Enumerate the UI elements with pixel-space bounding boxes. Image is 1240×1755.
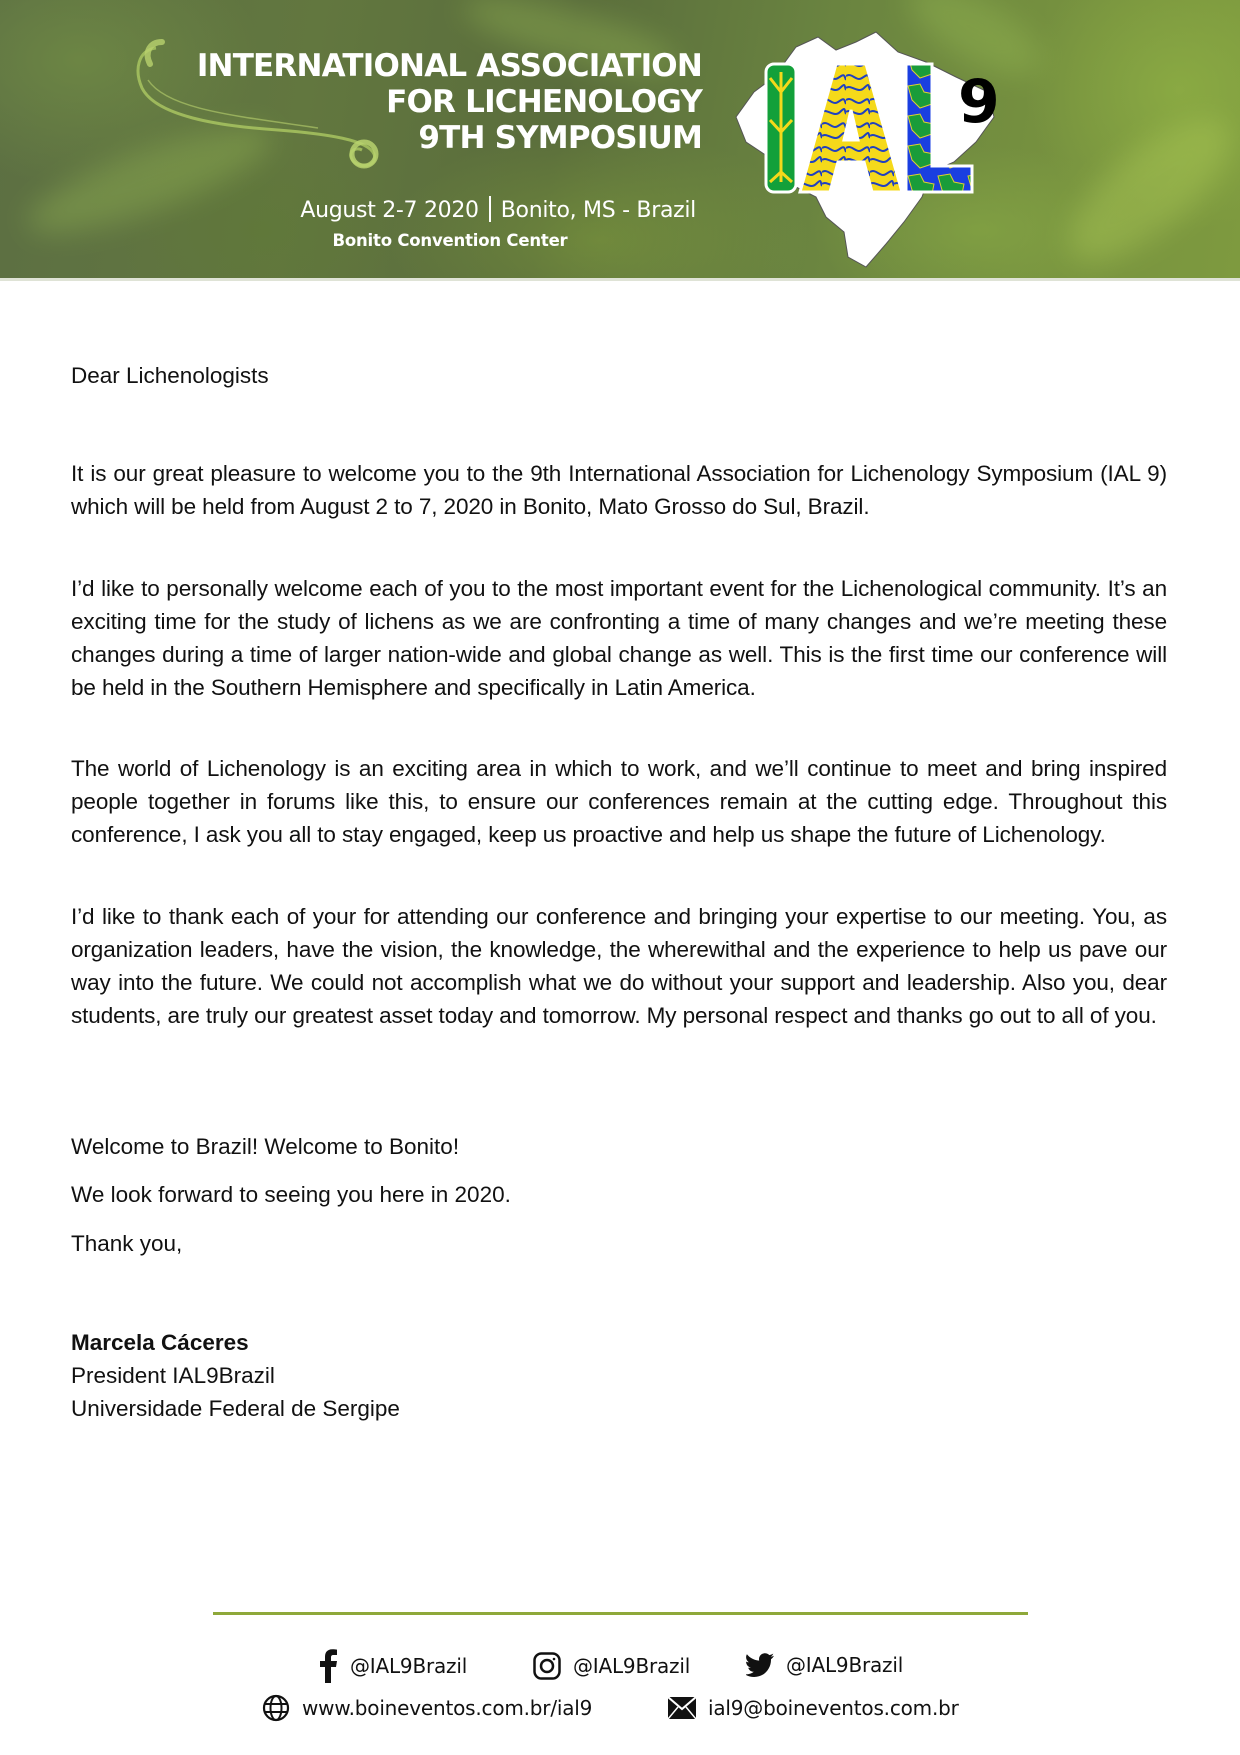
closing-line: Thank you, (71, 1231, 183, 1256)
website-link[interactable] (262, 1694, 592, 1722)
signature-name: Marcela Cáceres (71, 1330, 249, 1355)
event-venue: Bonito Convention Center (332, 231, 568, 250)
closing-line: Welcome to Brazil! Welcome to Bonito! (71, 1134, 460, 1159)
website-url: www.boineventos.com.br/ial9 (302, 1696, 593, 1720)
event-date-location (200, 196, 696, 223)
title-line: FOR LICHENOLOGY (386, 84, 702, 120)
event-dates: August 2-7 2020 (300, 198, 479, 223)
banner-divider (0, 278, 1240, 281)
email-address: ial9@boineventos.com.br (708, 1696, 959, 1720)
header-banner (0, 0, 1240, 281)
separator (489, 196, 491, 222)
signature-institution: Universidade Federal de Sergipe (71, 1396, 400, 1421)
title-line: INTERNATIONAL ASSOCIATION (196, 48, 702, 84)
symposium-title (150, 48, 702, 156)
facebook-handle: @IAL9Brazil (350, 1654, 468, 1678)
instagram-icon (533, 1652, 561, 1680)
event-location: Bonito, MS - Brazil (500, 198, 696, 223)
paragraph: I’d like to personally welcome each of you to the most important event for the Lichenological community. It’s an exciting time for the study of lichens as we are confronting a time of many changes and we’re meeting these changes during a time of larger nation-wide and global change as well. This is the first time our conference will be held in the Southern Hemisphere and specifically in Latin America. (71, 576, 1167, 700)
paragraph: The world of Lichenology is an exciting area in which to work, and we’ll continue to meet and bring inspired people together in forums like this, to ensure our conferences remain at the cutting edge. Throughout this conference, I ask you all to stay engaged, keep us proactive and help us shape the future of Lichenology. (71, 756, 1167, 847)
paragraph: It is our great pleasure to welcome you to the 9th International Association for Lichenology Symposium (IAL 9) which will be held from August 2 to 7, 2020 in Bonito, Mato Grosso do Sul, Brazil. (71, 461, 1167, 519)
email-link[interactable] (668, 1696, 959, 1720)
title-line: 9TH SYMPOSIUM (418, 120, 702, 156)
globe-icon (262, 1694, 290, 1722)
twitter-icon (746, 1653, 774, 1677)
envelope-icon (668, 1697, 696, 1719)
twitter-link[interactable] (746, 1653, 903, 1677)
closing-line: We look forward to seeing you here in 2020. (71, 1182, 511, 1207)
ial9-logo (726, 22, 1016, 280)
salutation: Dear Lichenologists (71, 363, 269, 388)
facebook-link[interactable] (318, 1649, 467, 1683)
paragraph: I’d like to thank each of your for attending our conference and bringing your expertise to our meeting. You, as organization leaders, have the vision, the knowledge, the wherewithal and the experience to help us pave our way into the future. We could not accomplish what we do without your support and leadership. Also you, dear students, are truly our greatest asset today and tomorrow. My personal respect and thanks go out to all of you. (71, 904, 1167, 1028)
svg-text:9: 9 (958, 67, 1000, 137)
instagram-handle: @IAL9Brazil (573, 1654, 691, 1678)
instagram-link[interactable] (533, 1652, 690, 1680)
signature-role: President IAL9Brazil (71, 1363, 275, 1388)
twitter-handle: @IAL9Brazil (786, 1653, 904, 1677)
facebook-icon (318, 1649, 338, 1683)
footer-divider (213, 1612, 1028, 1615)
